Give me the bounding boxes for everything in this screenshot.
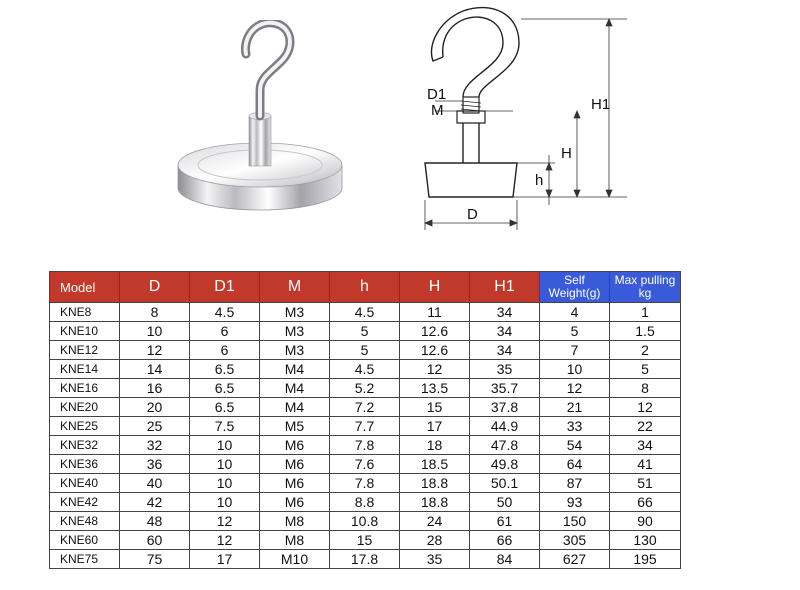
cell-model: KNE10 xyxy=(50,322,120,341)
cell-d: 40 xyxy=(120,474,190,493)
cell-m: M4 xyxy=(260,398,330,417)
cell-m: M10 xyxy=(260,550,330,569)
cell-m: M3 xyxy=(260,303,330,322)
cell-self-weight: 7 xyxy=(540,341,610,360)
cell-h1: 34 xyxy=(470,303,540,322)
cell-h-small: 10.8 xyxy=(330,512,400,531)
cell-model: KNE25 xyxy=(50,417,120,436)
cell-self-weight: 5 xyxy=(540,322,610,341)
cell-d: 32 xyxy=(120,436,190,455)
cell-h-small: 5 xyxy=(330,341,400,360)
cell-h: 12.6 xyxy=(400,341,470,360)
cell-d: 25 xyxy=(120,417,190,436)
cell-h1: 50.1 xyxy=(470,474,540,493)
table-row xyxy=(50,436,681,455)
cell-d: 42 xyxy=(120,493,190,512)
cell-model: KNE48 xyxy=(50,512,120,531)
cell-h1: 61 xyxy=(470,512,540,531)
dimension-drawing xyxy=(395,5,645,245)
cell-d: 48 xyxy=(120,512,190,531)
label-h1: H1 xyxy=(591,96,611,113)
cell-max-pulling: 51 xyxy=(610,474,681,493)
cell-h-small: 5.2 xyxy=(330,379,400,398)
cell-h-small: 7.8 xyxy=(330,436,400,455)
cell-h: 11 xyxy=(400,303,470,322)
cell-h-small: 8.8 xyxy=(330,493,400,512)
cell-d1: 6 xyxy=(190,341,260,360)
cell-h-small: 7.2 xyxy=(330,398,400,417)
cell-m: M3 xyxy=(260,341,330,360)
cell-d: 8 xyxy=(120,303,190,322)
cell-model: KNE16 xyxy=(50,379,120,398)
cell-h1: 47.8 xyxy=(470,436,540,455)
cell-self-weight: 150 xyxy=(540,512,610,531)
cell-self-weight: 54 xyxy=(540,436,610,455)
cell-h: 18.8 xyxy=(400,493,470,512)
label-m: M xyxy=(431,102,444,119)
header-max-pulling: Max pulling kg xyxy=(610,272,681,303)
cell-model: KNE60 xyxy=(50,531,120,550)
cell-max-pulling: 1.5 xyxy=(610,322,681,341)
cell-h-small: 17.8 xyxy=(330,550,400,569)
cell-self-weight: 305 xyxy=(540,531,610,550)
cell-self-weight: 21 xyxy=(540,398,610,417)
cell-h-small: 15 xyxy=(330,531,400,550)
cell-h-small: 7.6 xyxy=(330,455,400,474)
cell-max-pulling: 34 xyxy=(610,436,681,455)
table-body xyxy=(50,303,681,569)
cell-d: 20 xyxy=(120,398,190,417)
cell-h: 24 xyxy=(400,512,470,531)
cell-model: KNE42 xyxy=(50,493,120,512)
cell-d: 10 xyxy=(120,322,190,341)
cell-m: M6 xyxy=(260,436,330,455)
cell-d1: 12 xyxy=(190,531,260,550)
cell-m: M8 xyxy=(260,531,330,550)
cell-self-weight: 64 xyxy=(540,455,610,474)
header-h: H xyxy=(400,272,470,303)
cell-model: KNE12 xyxy=(50,341,120,360)
table-row xyxy=(50,341,681,360)
cell-d: 75 xyxy=(120,550,190,569)
cell-m: M5 xyxy=(260,417,330,436)
cell-h-small: 7.8 xyxy=(330,474,400,493)
header-h-small: h xyxy=(330,272,400,303)
table-row xyxy=(50,531,681,550)
cell-self-weight: 87 xyxy=(540,474,610,493)
cell-h1: 34 xyxy=(470,341,540,360)
cell-model: KNE14 xyxy=(50,360,120,379)
cell-max-pulling: 130 xyxy=(610,531,681,550)
cell-d: 16 xyxy=(120,379,190,398)
table-header-row xyxy=(50,272,681,303)
cell-self-weight: 10 xyxy=(540,360,610,379)
cell-max-pulling: 66 xyxy=(610,493,681,512)
cell-d1: 10 xyxy=(190,455,260,474)
cell-h-small: 4.5 xyxy=(330,303,400,322)
dimension-lines xyxy=(425,19,627,230)
cell-d1: 17 xyxy=(190,550,260,569)
cell-d1: 10 xyxy=(190,436,260,455)
cell-d1: 12 xyxy=(190,512,260,531)
spec-table xyxy=(49,271,681,569)
cell-max-pulling: 2 xyxy=(610,341,681,360)
header-d: D xyxy=(120,272,190,303)
cell-model: KNE36 xyxy=(50,455,120,474)
cell-m: M6 xyxy=(260,493,330,512)
cell-self-weight: 33 xyxy=(540,417,610,436)
table-row xyxy=(50,455,681,474)
cell-h: 18 xyxy=(400,436,470,455)
cell-m: M6 xyxy=(260,455,330,474)
cell-model: KNE40 xyxy=(50,474,120,493)
cell-m: M4 xyxy=(260,379,330,398)
cell-h1: 50 xyxy=(470,493,540,512)
cell-d: 14 xyxy=(120,360,190,379)
cell-d1: 7.5 xyxy=(190,417,260,436)
header-d1: D1 xyxy=(190,272,260,303)
table-row xyxy=(50,379,681,398)
label-d1: D1 xyxy=(427,86,447,103)
cell-h: 15 xyxy=(400,398,470,417)
header-self-weight: Self Weight(g) xyxy=(540,272,610,303)
table-row xyxy=(50,417,681,436)
cell-d: 36 xyxy=(120,455,190,474)
header-model: Model xyxy=(50,272,120,303)
cell-m: M6 xyxy=(260,474,330,493)
cell-d1: 6.5 xyxy=(190,360,260,379)
cell-self-weight: 93 xyxy=(540,493,610,512)
cell-h: 28 xyxy=(400,531,470,550)
cell-h1: 49.8 xyxy=(470,455,540,474)
cell-max-pulling: 90 xyxy=(610,512,681,531)
cell-max-pulling: 1 xyxy=(610,303,681,322)
cell-m: M4 xyxy=(260,360,330,379)
cell-h1: 35 xyxy=(470,360,540,379)
cell-d1: 6.5 xyxy=(190,379,260,398)
table-row xyxy=(50,303,681,322)
cell-h1: 37.8 xyxy=(470,398,540,417)
table-row xyxy=(50,360,681,379)
cell-h-small: 7.7 xyxy=(330,417,400,436)
cell-max-pulling: 195 xyxy=(610,550,681,569)
cell-d1: 4.5 xyxy=(190,303,260,322)
cell-h-small: 5 xyxy=(330,322,400,341)
cell-d1: 6 xyxy=(190,322,260,341)
header-h1: H1 xyxy=(470,272,540,303)
table-row xyxy=(50,474,681,493)
cell-max-pulling: 8 xyxy=(610,379,681,398)
label-h-small: h xyxy=(535,172,544,189)
cell-m: M3 xyxy=(260,322,330,341)
cell-model: KNE20 xyxy=(50,398,120,417)
cell-d1: 10 xyxy=(190,474,260,493)
header-m: M xyxy=(260,272,330,303)
cell-model: KNE32 xyxy=(50,436,120,455)
cell-h: 12.6 xyxy=(400,322,470,341)
cell-max-pulling: 12 xyxy=(610,398,681,417)
cell-d1: 6.5 xyxy=(190,398,260,417)
cell-self-weight: 12 xyxy=(540,379,610,398)
cell-h1: 66 xyxy=(470,531,540,550)
cell-model: KNE75 xyxy=(50,550,120,569)
cell-self-weight: 4 xyxy=(540,303,610,322)
cell-h1: 84 xyxy=(470,550,540,569)
cell-h: 13.5 xyxy=(400,379,470,398)
table-row xyxy=(50,322,681,341)
product-photo xyxy=(160,20,360,230)
cell-h-small: 4.5 xyxy=(330,360,400,379)
table-row xyxy=(50,550,681,569)
cell-h: 35 xyxy=(400,550,470,569)
cell-h: 18.8 xyxy=(400,474,470,493)
cell-m: M8 xyxy=(260,512,330,531)
cell-self-weight: 627 xyxy=(540,550,610,569)
cell-h1: 44.9 xyxy=(470,417,540,436)
label-d: D xyxy=(467,206,478,223)
cell-max-pulling: 22 xyxy=(610,417,681,436)
table-row xyxy=(50,512,681,531)
cell-h: 17 xyxy=(400,417,470,436)
cell-model: KNE8 xyxy=(50,303,120,322)
cell-max-pulling: 41 xyxy=(610,455,681,474)
cell-d: 60 xyxy=(120,531,190,550)
cell-d1: 10 xyxy=(190,493,260,512)
label-h-large: H xyxy=(561,145,572,162)
cell-h: 12 xyxy=(400,360,470,379)
cell-h1: 35.7 xyxy=(470,379,540,398)
cell-h1: 34 xyxy=(470,322,540,341)
cell-d: 12 xyxy=(120,341,190,360)
cell-h: 18.5 xyxy=(400,455,470,474)
table-row xyxy=(50,493,681,512)
table-row xyxy=(50,398,681,417)
cell-max-pulling: 5 xyxy=(610,360,681,379)
